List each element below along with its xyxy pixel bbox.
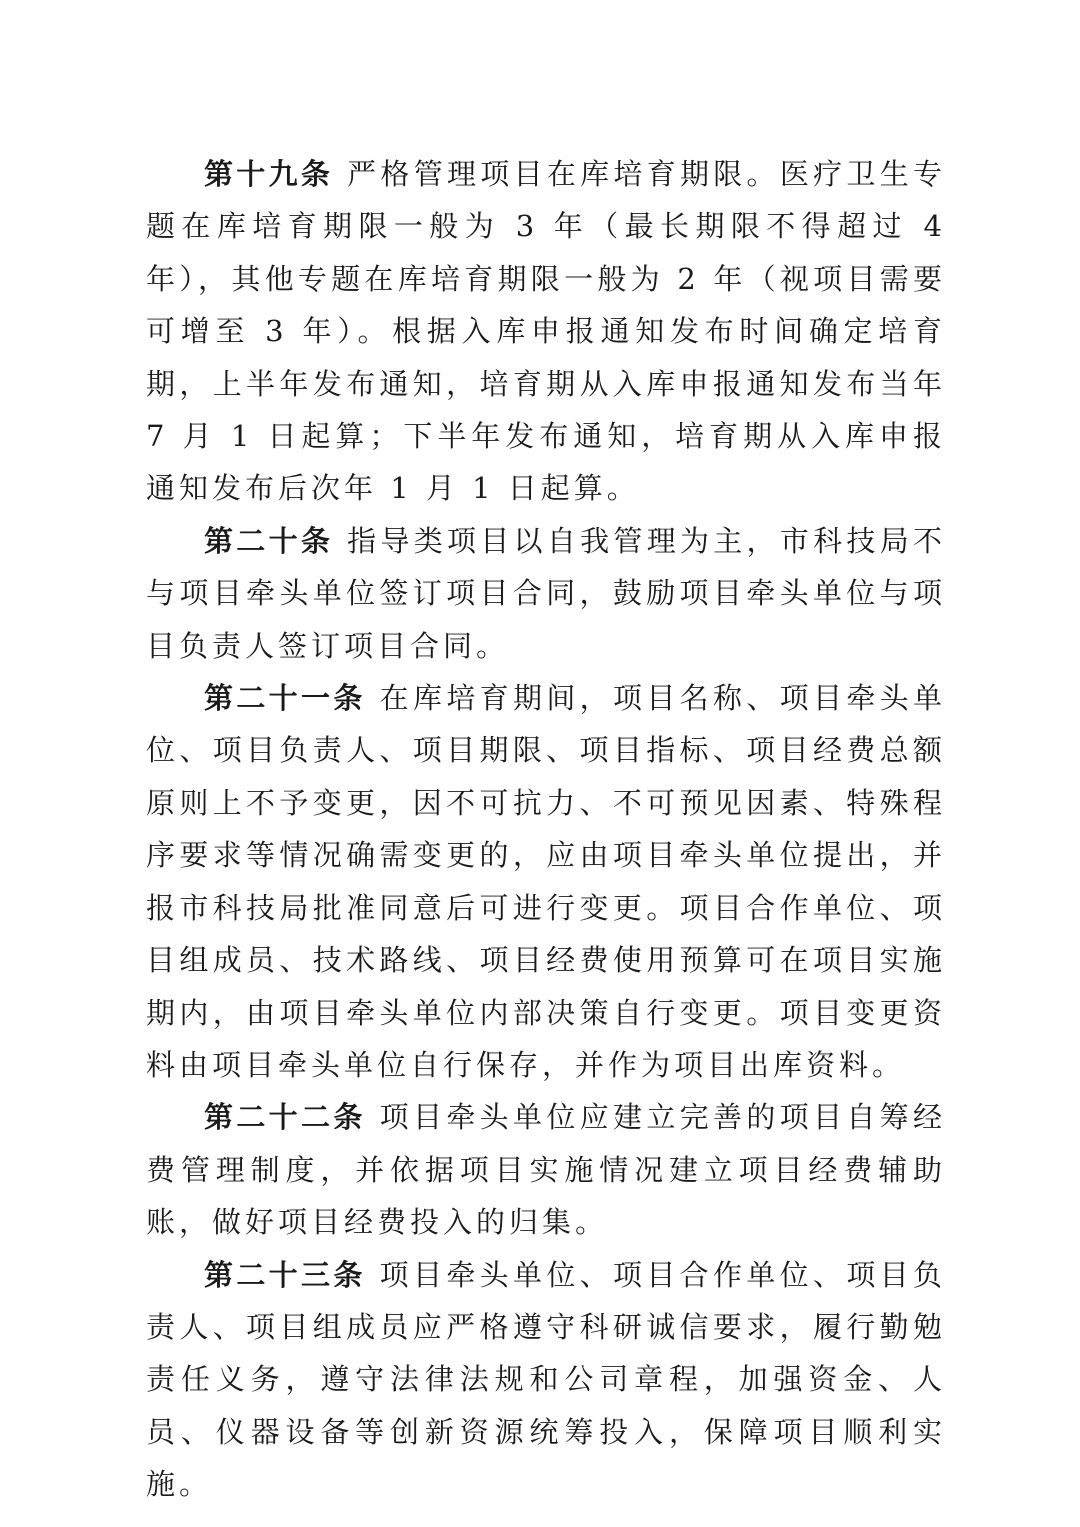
- article-20-text: 指导类项目以自我管理为主，市科技局不与项目牵头单位签订项目合同，鼓励项目牵头单位与项目负责人签订项目合同。: [146, 523, 946, 663]
- article-21-heading: 第二十一条: [204, 681, 366, 716]
- article-21-text: 在库培育期间，项目名称、项目牵头单位、项目负责人、项目期限、项目指标、项目经费总额原则上不予变更，因不可抗力、不可预见因素、特殊程序要求等情况确需变更的，应由项目牵头单位提出，并报市科技局批准同意后可进行变更。项目合作单位、项目组成员、技术路线、项目经费使用预算可在项目实施期内，由项目牵头单位内部决策自行变更。项目变更资料由项目牵头单位自行保存，并作为项目出库资料。: [146, 681, 946, 1082]
- article-21: [146, 672, 946, 1091]
- article-23-text: 项目牵头单位、项目合作单位、项目负责人、项目组成员应严格遵守科研诚信要求，履行勤勉责任义务，遵守法律法规和公司章程，加强资金、人员、仪器设备等创新资源统筹投入，保障项目顺利实施。: [146, 1257, 946, 1502]
- document-body: [146, 148, 946, 1511]
- article-20: [146, 515, 946, 672]
- article-22: [146, 1091, 946, 1248]
- article-19: [146, 148, 946, 515]
- article-19-heading: 第十九条: [204, 157, 334, 191]
- article-20-heading: 第二十条: [204, 523, 334, 558]
- article-19-text: 严格管理项目在库培育期限。医疗卫生专题在库培育期限一般为 3 年（最长期限不得超过 4 年），其他专题在库培育期限一般为 2 年（视项目需要可增至 3 年）。根据入库申报通知发布时间确定培育期，上半年发布通知，培育期从入库申报通知发布当年 7 月 1 日起算；下半年发布通知，培育期从入库申报通知发布后次年 1 月 1 日起算。: [146, 157, 946, 506]
- article-23-heading: 第二十三条: [204, 1257, 366, 1292]
- article-22-heading: 第二十二条: [204, 1100, 366, 1135]
- article-23: [146, 1249, 946, 1511]
- article-22-text: 项目牵头单位应建立完善的项目自筹经费管理制度，并依据项目实施情况建立项目经费辅助账，做好项目经费投入的归集。: [146, 1100, 946, 1240]
